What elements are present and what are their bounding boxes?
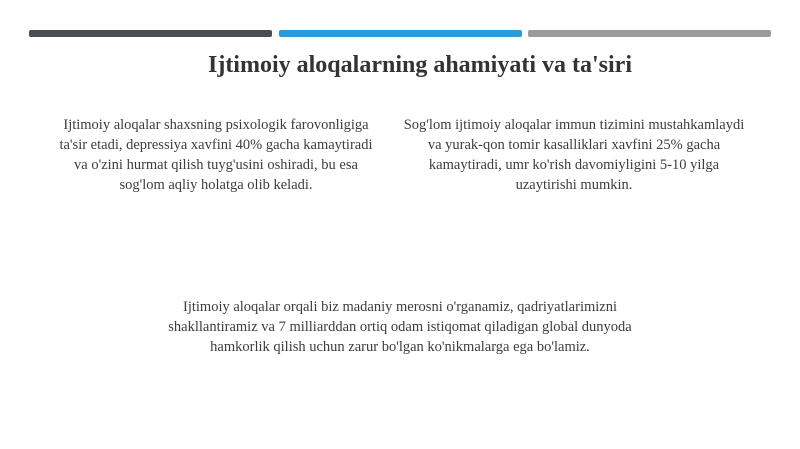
paragraph-right: Sog'lom ijtimoiy aloqalar immun tizimini mustahkamlaydi va yurak-qon tomir kasalliklari xavfini 25% gacha kamaytiradi, umr ko'rish davomiyligini 5-10 yilga uzaytirishi mumkin. bbox=[403, 117, 745, 193]
paragraph-left: Ijtimoiy aloqalar shaxsning psixologik farovonligiga ta'sir etadi, depressiya xavfini 40% gacha kamaytiradi va o'zini hurmat qilish tuyg'usini oshiradi, bu esa sog'lom aqliy holatga olib keladi. bbox=[59, 117, 373, 193]
accent-bar-dark bbox=[29, 30, 272, 37]
slide-title: Ijtimoiy aloqalarning ahamiyati va ta'siri bbox=[207, 52, 632, 78]
paragraph-bottom: Ijtimoiy aloqalar orqali biz madaniy merosni o'rganamiz, qadriyatlarimizni shakllantiramiz va 7 milliarddan ortiq odam istiqomat qiladigan global dunyoda hamkorlik qilish uchun zarur bo'lgan ko'nikmalarga ega bo'lamiz. bbox=[168, 299, 632, 355]
accent-bar-gray bbox=[528, 30, 771, 37]
accent-bar-blue bbox=[279, 30, 522, 37]
